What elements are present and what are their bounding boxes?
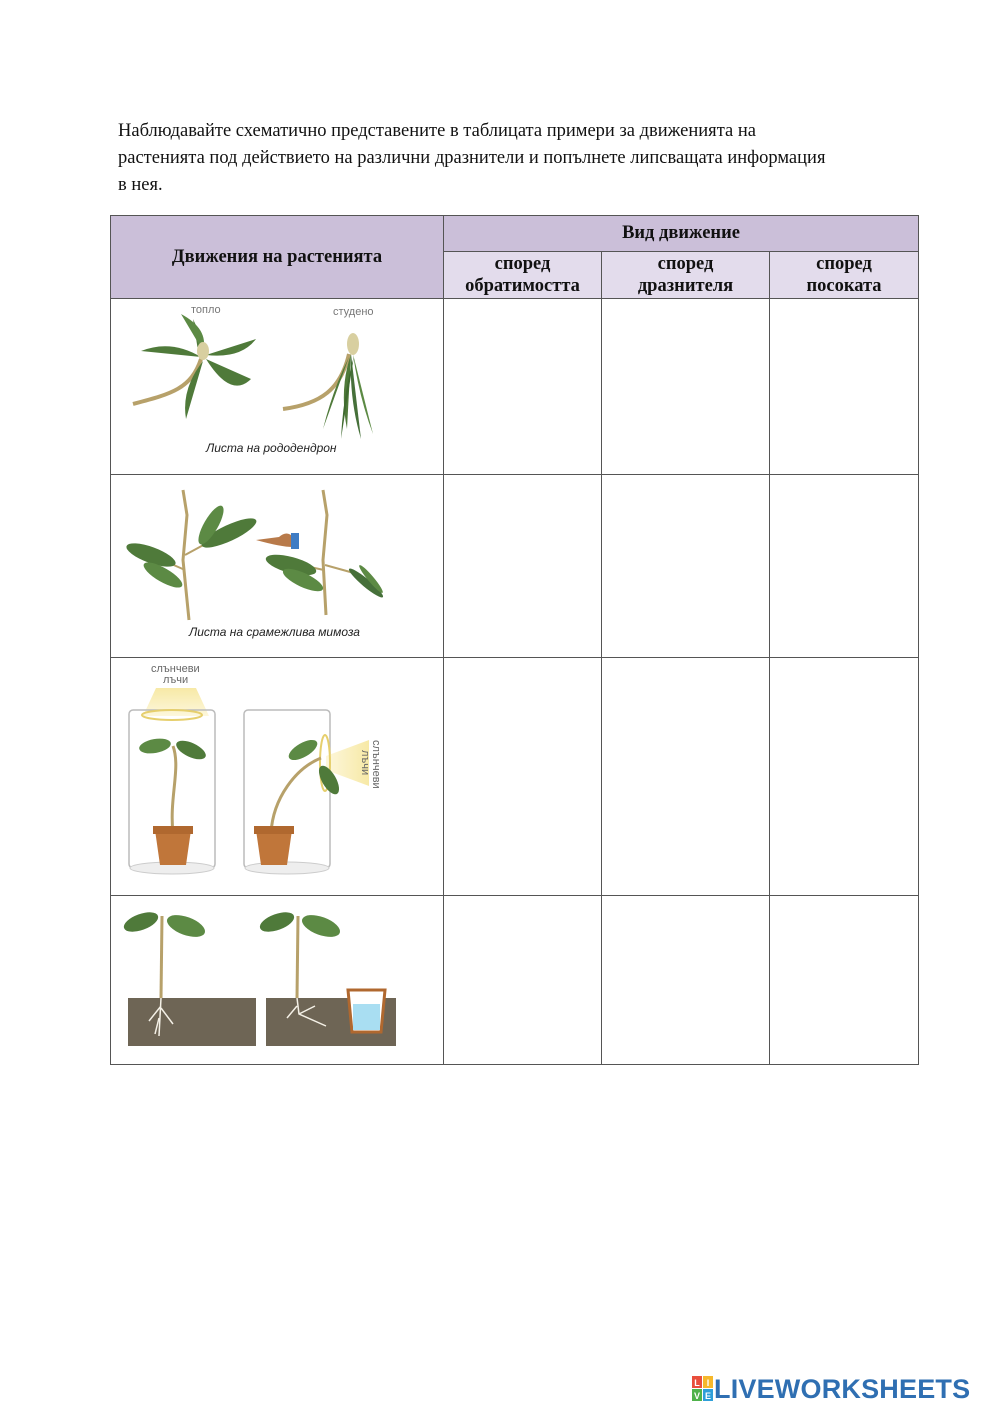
answer-direction-4[interactable]	[770, 896, 919, 1065]
table-row	[111, 896, 919, 1065]
header-by-reversibility	[444, 252, 602, 299]
liveworksheets-logo	[692, 1374, 970, 1404]
answer-stimulus-3[interactable]	[602, 658, 770, 896]
header-by-direction	[770, 252, 919, 299]
logo-letter-l: L	[694, 1378, 700, 1388]
answer-direction-1[interactable]	[770, 299, 919, 475]
logo-letter-e: E	[704, 1391, 712, 1401]
answer-reversibility-2[interactable]	[444, 475, 602, 658]
illustration-rhododendron	[111, 299, 444, 475]
logo-text: LIVEWORKSHEETS	[714, 1373, 971, 1404]
label-sun-side-2: лъчи	[359, 750, 371, 776]
header-plant-movements: Движения на растенията	[111, 216, 444, 299]
label-cold: студено	[333, 306, 374, 318]
instructions-text: Наблюдавайте схематично представените в таблицата примери за движенията на растенията под действието на различни дразнители и попълнете липсващата информация в нея.	[118, 121, 826, 195]
label-sun-top-1: слънчеви	[151, 663, 200, 675]
answer-stimulus-1[interactable]	[602, 299, 770, 475]
header-by-stimulus-line2: дразнителя	[637, 276, 734, 296]
header-by-reversibility-line1: според	[494, 254, 551, 274]
label-sun-side-1: слънчеви	[370, 740, 382, 789]
mimosa-illustration	[111, 475, 444, 652]
worksheet-table	[110, 215, 919, 1065]
header-by-direction-line1: според	[816, 254, 872, 274]
rhododendron-illustration	[111, 299, 444, 469]
caption-rhododendron: Листа на рододендрон	[206, 441, 337, 455]
label-sun-top-2: лъчи	[163, 674, 189, 686]
label-warm: топло	[191, 304, 221, 316]
header-by-reversibility-line2: обратимостта	[465, 276, 580, 296]
answer-stimulus-2[interactable]	[602, 475, 770, 658]
table-row	[111, 475, 919, 658]
answer-reversibility-3[interactable]	[444, 658, 602, 896]
phototropism-illustration	[111, 658, 444, 890]
hydrotropism-illustration	[111, 896, 444, 1059]
header-by-stimulus	[602, 252, 770, 299]
illustration-mimosa	[111, 475, 444, 658]
answer-direction-2[interactable]	[770, 475, 919, 658]
table-row	[111, 658, 919, 896]
table-row	[111, 299, 919, 475]
header-by-stimulus-line1: според	[657, 254, 714, 274]
header-movement-type: Вид движение	[444, 216, 919, 252]
answer-reversibility-1[interactable]	[444, 299, 602, 475]
answer-stimulus-4[interactable]	[602, 896, 770, 1065]
illustration-phototropism	[111, 658, 444, 896]
answer-reversibility-4[interactable]	[444, 896, 602, 1065]
illustration-hydrotropism	[111, 896, 444, 1065]
logo-blocks-icon	[692, 1376, 714, 1402]
caption-mimosa: Листа на срамежлива мимоза	[189, 625, 360, 639]
answer-direction-3[interactable]	[770, 658, 919, 896]
header-by-direction-line2: посоката	[806, 276, 882, 296]
logo-letter-i: I	[706, 1378, 710, 1388]
logo-letter-v: V	[693, 1391, 701, 1401]
